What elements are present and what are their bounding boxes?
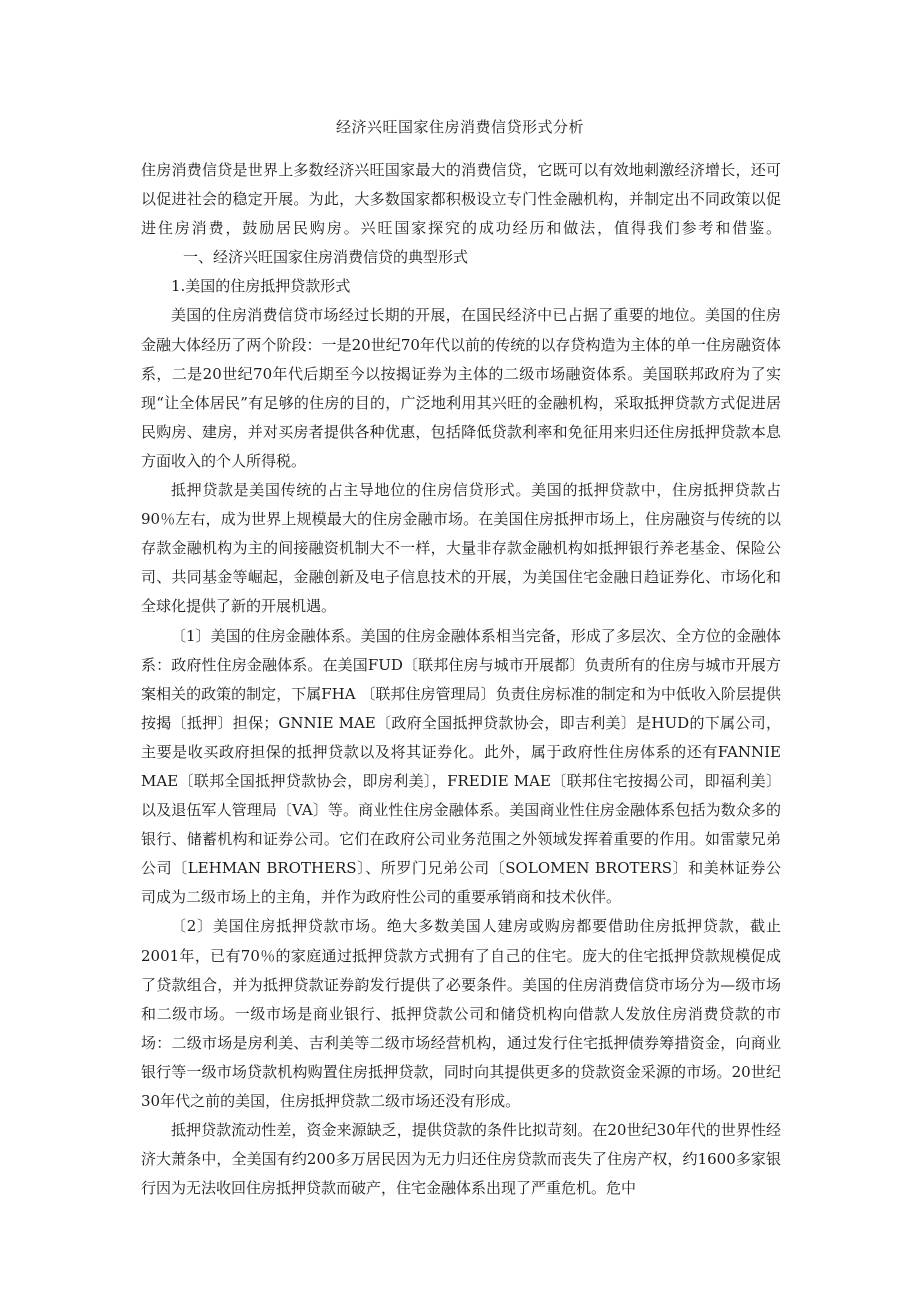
section-heading: 一、经济兴旺国家住房消费信贷的典型形式 bbox=[183, 248, 469, 267]
subsection-heading: 1.美国的住房抵押贷款形式 bbox=[171, 277, 351, 296]
body-paragraph: 抵押贷款是美国传统的占主导地位的住房信贷形式。美国的抵押贷款中，住房抵押贷款占90％左右，成为世界上规模最大的住房金融市场。在美国住房抵押市场上，住房融资与传统的以存款金融机构为主的间接融资机制大不一样，大量非存款金融机构如抵押银行养老基金、保险公司、共同基金等崛起，金融创新及电子信息技术的开展，为美国住宅金融日趋证券化、市场化和全球化提供了新的开展机遇。 bbox=[141, 481, 781, 616]
body-paragraph: 〔2〕美国住房抵押贷款市场。绝大多数美国人建房或购房都要借助住房抵押贷款，截止2001年，已有70％的家庭通过抵押贷款方式拥有了自己的住宅。庞大的住宅抵押贷款规模促成了贷款组合，并为抵押贷款证券韵发行提供了必要条件。美国的住房消费信贷市场分为—级市场和二级市场。一级市场是商业银行、抵押贷款公司和储贷机构向借款人发放住房消费贷款的市场：二级市场是房利美、吉利美等二级市场经营机构，通过发行住宅抵押债券筹措资金，向商业银行等一级市场贷款机构购置住房抵押贷款，同时向其提供更多的贷款资金采源的市场。20世纪 30年代之前的美国，住房抵押贷款二级市场还没有形成。 bbox=[141, 917, 781, 1110]
body-paragraph: 美国的住房消费信贷市场经过长期的开展，在国民经济中已占据了重要的地位。美国的住房金融大体经历了两个阶段：一是20世纪70年代以前的传统的以存贷构造为主体的单一住房融资体系，二是20世纪70年代后期至今以按揭证券为主体的二级市场融资体系。美国联邦政府为了实现“让全体居民”有足够的住房的目的，广泛地利用其兴旺的金融机构，采取抵押贷款方式促进居民购房、建房，并对买房者提供各种优惠，包括降低贷款利率和免征用来归还住房抵押贷款本息方面收入的个人所得税。 bbox=[141, 306, 781, 470]
intro-paragraph bbox=[141, 156, 781, 272]
document-body bbox=[141, 156, 781, 1203]
document-title: 经济兴旺国家住房消费信贷形式分析 bbox=[335, 118, 584, 136]
body-paragraph: 〔1〕美国的住房金融体系。美国的住房金融体系相当完备，形成了多层次、全方位的金融体系：政府性住房金融体系。在美国FUD〔联邦住房与城市开展都〕负责所有的住房与城市开展方案相关的政策的制定，下属FHA 〔联邦住房管理局〕负责住房标准的制定和为中低收入阶层提供按揭〔抵押〕担保；GNNIE MAE〔政府全国抵押贷款协会，即吉利美〕是HUD的下属公司，主要是收买政府担保的抵押贷款以及将其证券化。此外，属于政府性住房体系的还有FANNIE MAE〔联邦全国抵押贷款协会，即房利美〕，FREDIE MAE〔联邦住宅按揭公司，即福利美〕以及退伍军人管理局〔VA〕等。商业性住房金融体系。美国商业性住房金融体系包括为数众多的银行、储蓄机构和证券公司。它们在政府公司业务范围之外领域发挥着重要的作用。如雷蒙兄弟公司〔LEHMAN BROTHERS〕、所罗门兄弟公司〔SOLOMEN BROTERS〕和美林证券公司成为二级市场上的主角，并作为政府性公司的重要承销商和技术伙伴。 bbox=[141, 626, 781, 907]
body-paragraph: 抵押贷款流动性差，资金来源缺乏，提供贷款的条件比拟苛刻。在20世纪30年代的世界性经济大萧条中，全美国有约200多万居民因为无力归还住房贷款而丧失了住房产权，约1600多家银行因为无法收回住房抵押贷款而破产，住宅金融体系出现了严重危机。危中 bbox=[141, 1121, 781, 1198]
intro-text: 住房消费信贷是世界上多数经济兴旺国家最大的消费信贷，它既可以有效地刺激经济增长，还可以促进社会的稳定开展。为此，大多数国家都积极设立专门性金融机构，并制定出不同政策以促进住房消费，鼓励居民购房。兴旺国家探究的成功经历和做法，值得我们参考和借鉴。 bbox=[141, 161, 781, 238]
